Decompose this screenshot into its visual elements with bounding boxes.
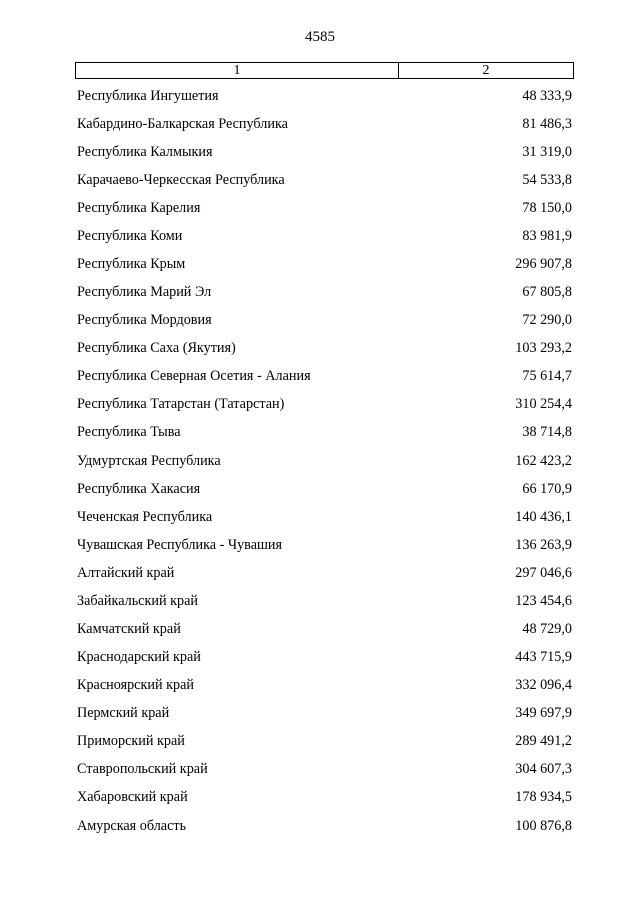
table-row bbox=[77, 700, 572, 728]
table-header bbox=[75, 62, 574, 79]
table-row bbox=[77, 756, 572, 784]
table-row bbox=[77, 335, 572, 363]
region-name: Ставропольский край bbox=[77, 761, 208, 778]
region-name: Удмуртская Республика bbox=[77, 452, 221, 469]
table-row bbox=[77, 559, 572, 587]
region-value: 289 491,2 bbox=[515, 733, 572, 750]
region-name: Алтайский край bbox=[77, 564, 175, 581]
table-row bbox=[77, 672, 572, 700]
region-value: 31 319,0 bbox=[522, 143, 572, 160]
page-number: 4585 bbox=[305, 29, 335, 45]
region-value: 38 714,8 bbox=[522, 424, 572, 441]
region-value: 297 046,6 bbox=[515, 564, 572, 581]
region-value: 67 805,8 bbox=[522, 284, 572, 301]
table-row bbox=[77, 447, 572, 475]
region-value: 296 907,8 bbox=[515, 256, 572, 272]
region-value: 349 697,9 bbox=[515, 705, 572, 722]
column-header-2: 2 bbox=[482, 63, 490, 78]
region-name: Карачаево-Черкесская Республика bbox=[77, 171, 285, 188]
table-row bbox=[77, 615, 572, 643]
region-value: 310 254,4 bbox=[515, 396, 572, 413]
region-name: Республика Крым bbox=[77, 256, 186, 272]
table-row bbox=[77, 531, 572, 559]
table-row bbox=[77, 110, 572, 138]
table-row bbox=[77, 644, 572, 672]
region-value: 162 423,2 bbox=[515, 452, 572, 469]
region-value: 123 454,6 bbox=[515, 592, 572, 609]
table-row bbox=[77, 166, 572, 194]
region-value: 140 436,1 bbox=[515, 508, 572, 525]
region-name: Республика Мордовия bbox=[77, 312, 212, 329]
region-value: 103 293,2 bbox=[515, 340, 572, 357]
region-name: Амурская область bbox=[77, 817, 187, 834]
region-name: Республика Калмыкия bbox=[77, 143, 213, 160]
table-body bbox=[77, 82, 572, 840]
region-value: 48 333,9 bbox=[522, 87, 572, 104]
table-row bbox=[77, 391, 572, 419]
region-value: 136 263,9 bbox=[515, 536, 572, 553]
table-row bbox=[77, 194, 572, 222]
region-name: Красноярский край bbox=[77, 677, 194, 694]
region-value: 443 715,9 bbox=[515, 649, 572, 666]
table-row bbox=[77, 279, 572, 307]
region-name: Кабардино-Балкарская Республика bbox=[77, 115, 288, 132]
table-row bbox=[77, 222, 572, 250]
region-value: 178 934,5 bbox=[515, 789, 572, 806]
region-name: Республика Коми bbox=[77, 227, 183, 244]
table-row bbox=[77, 307, 572, 335]
table-row bbox=[77, 82, 572, 110]
region-value: 72 290,0 bbox=[522, 312, 572, 329]
region-name: Республика Карелия bbox=[77, 199, 201, 216]
region-name: Республика Марий Эл bbox=[77, 284, 212, 301]
region-name: Пермский край bbox=[77, 705, 170, 722]
region-value: 304 607,3 bbox=[515, 761, 572, 778]
region-name: Забайкальский край bbox=[77, 592, 198, 609]
region-value: 81 486,3 bbox=[522, 115, 572, 132]
region-value: 54 533,8 bbox=[522, 171, 572, 188]
region-value: 78 150,0 bbox=[522, 199, 572, 216]
table-row bbox=[77, 812, 572, 840]
region-name: Хабаровский край bbox=[77, 789, 188, 806]
region-name: Чувашская Республика - Чувашия bbox=[77, 536, 283, 553]
region-name: Республика Татарстан (Татарстан) bbox=[77, 396, 285, 413]
table-row bbox=[77, 784, 572, 812]
table-row bbox=[77, 728, 572, 756]
region-name: Республика Северная Осетия - Алания bbox=[77, 368, 311, 385]
table-row bbox=[77, 363, 572, 391]
column-header-1: 1 bbox=[76, 63, 399, 78]
region-name: Камчатский край bbox=[77, 621, 181, 638]
region-value: 48 729,0 bbox=[522, 621, 572, 638]
table-row bbox=[77, 475, 572, 503]
table-row bbox=[77, 138, 572, 166]
region-name: Республика Хакасия bbox=[77, 480, 201, 497]
region-name: Республика Саха (Якутия) bbox=[77, 340, 236, 357]
region-name: Республика Ингушетия bbox=[77, 87, 219, 104]
table-row bbox=[77, 419, 572, 447]
table-row bbox=[77, 503, 572, 531]
region-name: Республика Тыва bbox=[77, 424, 181, 441]
region-name: Приморский край bbox=[77, 733, 185, 750]
table-row bbox=[77, 587, 572, 615]
region-value: 66 170,9 bbox=[522, 480, 572, 497]
table-row bbox=[77, 250, 572, 278]
region-value: 83 981,9 bbox=[522, 227, 572, 244]
region-value: 332 096,4 bbox=[515, 677, 572, 694]
region-name: Краснодарский край bbox=[77, 649, 201, 666]
region-name: Чеченская Республика bbox=[77, 508, 213, 525]
region-value: 75 614,7 bbox=[522, 368, 572, 385]
region-value: 100 876,8 bbox=[515, 817, 572, 834]
